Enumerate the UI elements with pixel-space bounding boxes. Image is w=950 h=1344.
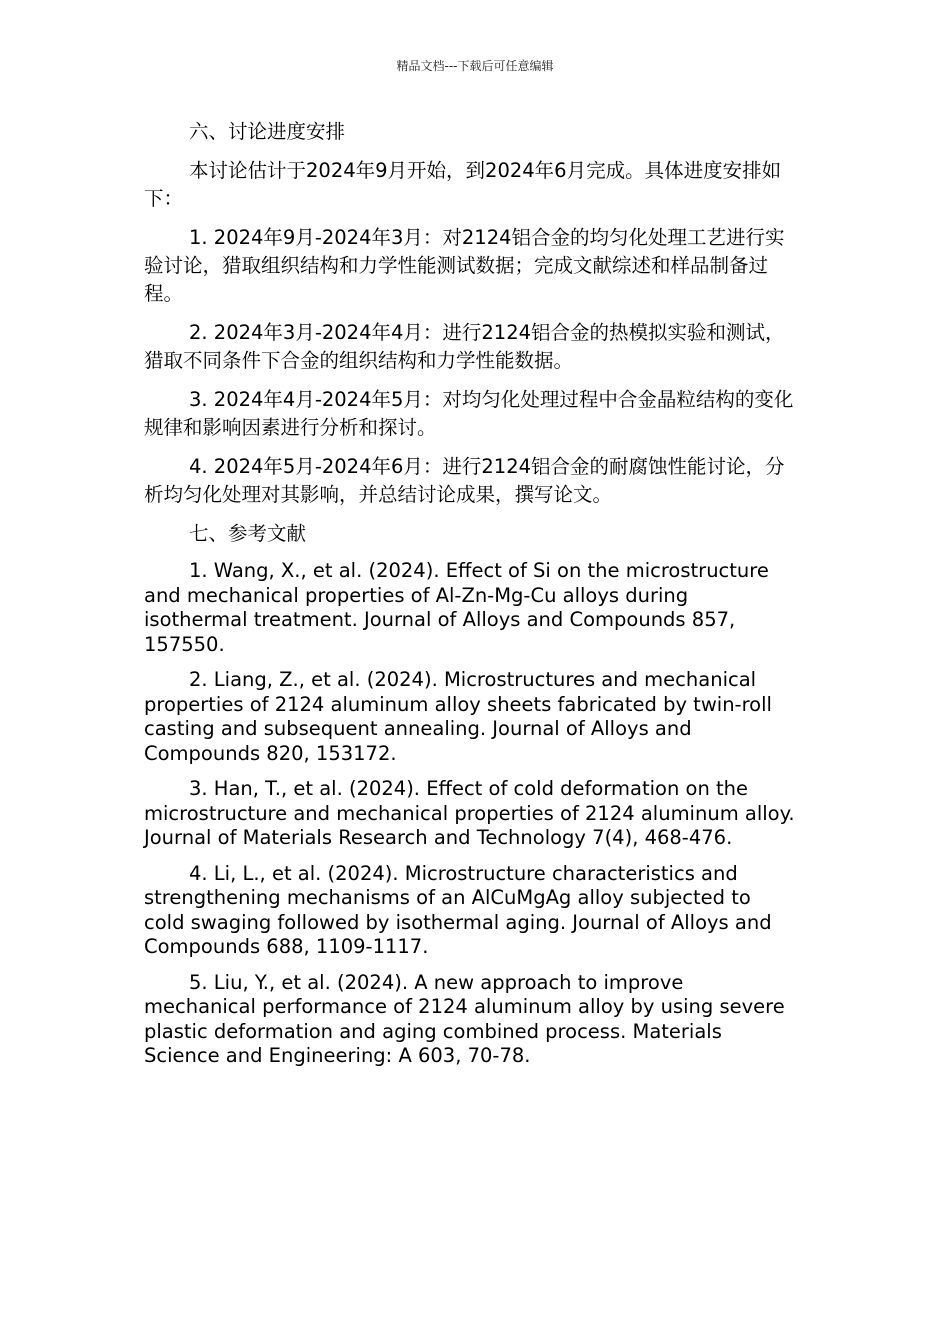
document-body <box>144 118 796 1080</box>
section-heading-references: 七、参考文献 <box>189 522 307 545</box>
schedule-item: 4. 2024年5月-2024年6月：进行2124铝合金的耐腐蚀性能讨论，分析均匀化处理对其影响，并总结讨论成果，撰写论文。 <box>144 455 785 506</box>
section-heading-schedule: 六、讨论进度安排 <box>189 120 346 143</box>
reference-item: 4. Li, L., et al. (2024). Microstructure characteristics and strengthening mechanisms of an AlCuMgAg alloy subjected to cold swaging followed by isothermal aging. Journal of Alloys and Compounds 688, 1109-1117. <box>144 861 772 958</box>
reference-item: 2. Liang, Z., et al. (2024). Microstructures and mechanical properties of 2124 aluminum alloy sheets fabricated by twin-roll casting and subsequent annealing. Journal of Alloys and Compounds 820, 153172. <box>144 668 772 765</box>
schedule-item: 1. 2024年9月-2024年3月：对2124铝合金的均匀化处理工艺进行实验讨论，猎取组织结构和力学性能测试数据；完成文献综述和样品制备过程。 <box>144 226 785 305</box>
reference-item: 5. Liu, Y., et al. (2024). A new approach to improve mechanical performance of 2124 aluminum alloy by using severe plastic deformation and aging combined process. Materials Science and Engineering: A 603, 70-78. <box>144 970 785 1067</box>
schedule-item: 3. 2024年4月-2024年5月：对均匀化处理过程中合金晶粒结构的变化规律和影响因素进行分析和探讨。 <box>144 388 794 439</box>
reference-item: 3. Han, T., et al. (2024). Effect of cold deformation on the microstructure and mechanical properties of 2124 aluminum alloy. Journal of Materials Research and Technology 7(4), 468-476. <box>144 777 795 849</box>
reference-item: 1. Wang, X., et al. (2024). Effect of Si on the microstructure and mechanical properties of Al-Zn-Mg-Cu alloys during isothermal treatment. Journal of Alloys and Compounds 857, 157550. <box>144 559 769 656</box>
page-header: 精品文档---下载后可任意编辑 <box>396 59 554 73</box>
schedule-item: 2. 2024年3月-2024年4月：进行2124铝合金的热模拟实验和测试，猎取不同条件下合金的组织结构和力学性能数据。 <box>144 321 785 372</box>
schedule-intro: 本讨论估计于2024年9月开始，到2024年6月完成。具体进度安排如下： <box>144 159 782 210</box>
